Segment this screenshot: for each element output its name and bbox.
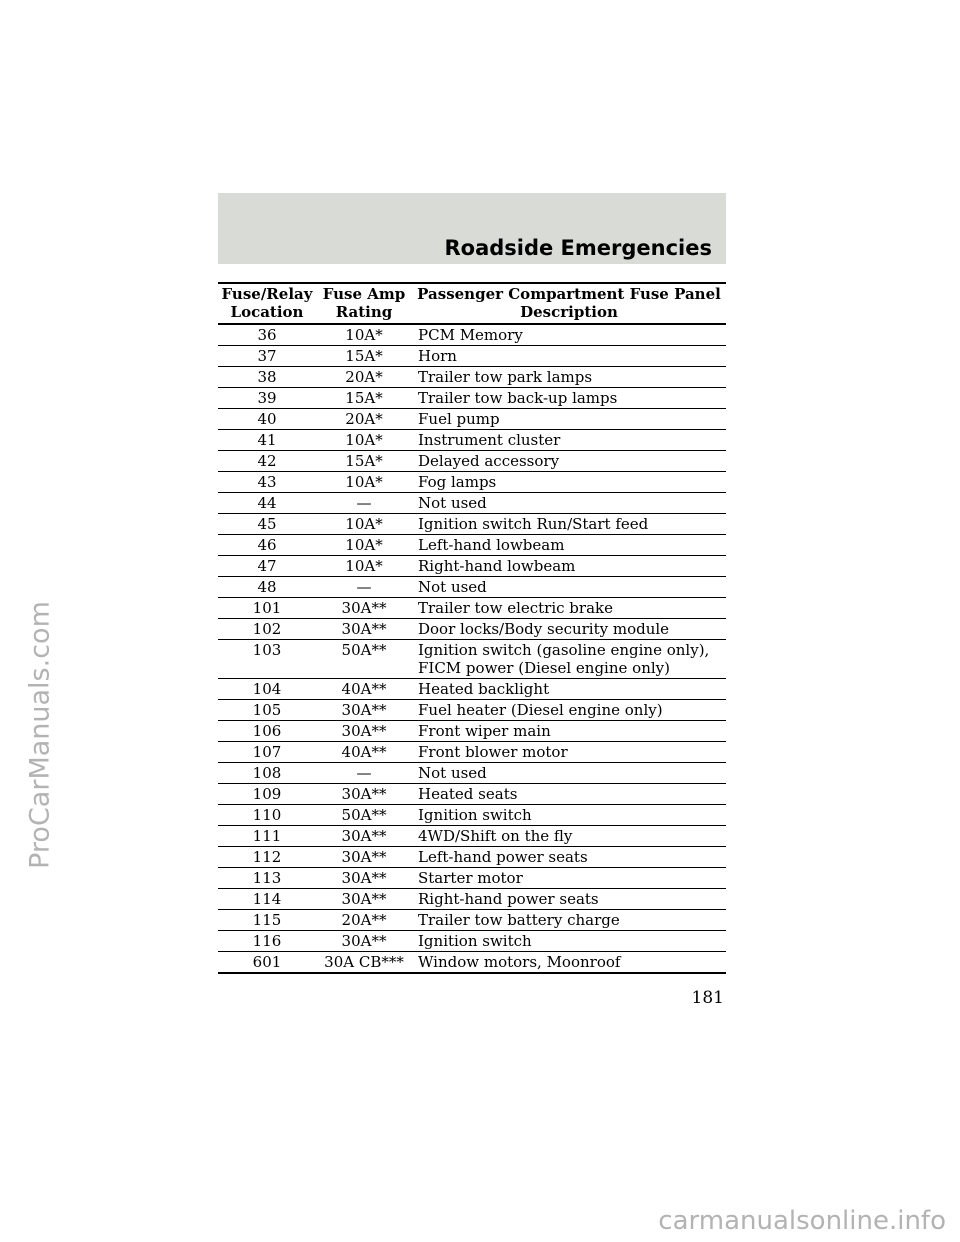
fuse-rating: 10A* <box>316 556 412 577</box>
fuse-location: 45 <box>218 514 316 535</box>
fuse-rating: 20A** <box>316 910 412 931</box>
fuse-location: 114 <box>218 889 316 910</box>
fuse-location: 36 <box>218 324 316 346</box>
fuse-description <box>412 826 726 847</box>
fuse-description-text: Not used <box>418 494 487 512</box>
fuse-description-text: Not used <box>418 578 487 596</box>
header-rating-line2: Rating <box>335 303 393 321</box>
fuse-description <box>412 430 726 451</box>
fuse-rating: 30A** <box>316 784 412 805</box>
page-number: 181 <box>691 988 724 1008</box>
fuse-description-text: Ignition switch <box>418 932 532 950</box>
table-row <box>218 577 726 598</box>
fuse-description <box>412 910 726 931</box>
fuse-rating: 15A* <box>316 451 412 472</box>
fuse-rating: 10A* <box>316 324 412 346</box>
fuse-rating: — <box>316 493 412 514</box>
fuse-location: 38 <box>218 367 316 388</box>
table-row <box>218 847 726 868</box>
side-watermark-text: ProCarManuals.com <box>24 601 56 869</box>
fuse-location: 43 <box>218 472 316 493</box>
fuse-description <box>412 451 726 472</box>
fuse-description-text: Fog lamps <box>418 473 497 491</box>
fuse-location: 46 <box>218 535 316 556</box>
fuse-location: 115 <box>218 910 316 931</box>
fuse-location: 103 <box>218 640 316 679</box>
fuse-description <box>412 556 726 577</box>
fuse-location: 110 <box>218 805 316 826</box>
fuse-description <box>412 324 726 346</box>
fuse-description-text: Starter motor <box>418 869 523 887</box>
fuse-location: 116 <box>218 931 316 952</box>
table-row <box>218 409 726 430</box>
table-row <box>218 721 726 742</box>
fuse-description <box>412 868 726 889</box>
fuse-rating: 15A* <box>316 346 412 367</box>
fuse-description <box>412 889 726 910</box>
fuse-description-text: Right-hand lowbeam <box>418 557 576 575</box>
fuse-description <box>412 619 726 640</box>
fuse-location: 111 <box>218 826 316 847</box>
fuse-description <box>412 742 726 763</box>
fuse-description-text: Delayed accessory <box>418 452 560 470</box>
fuse-description-text: Horn <box>418 347 457 365</box>
fuse-description-text: Ignition switch <box>418 806 532 824</box>
fuse-description <box>412 763 726 784</box>
table-row <box>218 556 726 577</box>
header-description-line2: Description <box>520 303 618 321</box>
fuse-rating: 30A** <box>316 619 412 640</box>
fuse-rating: 30A** <box>316 598 412 619</box>
fuse-rating: 50A** <box>316 805 412 826</box>
table-row <box>218 700 726 721</box>
fuse-description <box>412 577 726 598</box>
fuse-rating: 50A** <box>316 640 412 679</box>
fuse-rating: 30A** <box>316 931 412 952</box>
fuse-description-text: 4WD/Shift on the fly <box>418 827 573 845</box>
table-row <box>218 868 726 889</box>
table-row <box>218 910 726 931</box>
fuse-rating: 40A** <box>316 742 412 763</box>
fuse-description <box>412 679 726 700</box>
fuse-table <box>218 282 726 974</box>
header-rating-line1: Fuse Amp <box>322 285 406 303</box>
header-description <box>412 283 726 324</box>
fuse-description-text: Trailer tow back-up lamps <box>418 389 618 407</box>
fuse-description <box>412 346 726 367</box>
fuse-location: 104 <box>218 679 316 700</box>
table-row <box>218 763 726 784</box>
fuse-description <box>412 514 726 535</box>
table-row <box>218 346 726 367</box>
table-row <box>218 430 726 451</box>
fuse-description <box>412 952 726 974</box>
table-row <box>218 324 726 346</box>
fuse-location: 47 <box>218 556 316 577</box>
table-row <box>218 451 726 472</box>
fuse-location: 601 <box>218 952 316 974</box>
header-description-line1: Passenger Compartment Fuse Panel <box>417 285 721 303</box>
fuse-description <box>412 931 726 952</box>
fuse-description-text-line2: FICM power (Diesel engine only) <box>418 659 670 677</box>
fuse-rating: 20A* <box>316 367 412 388</box>
fuse-description-text: Left-hand power seats <box>418 848 588 866</box>
header-location-line2: Location <box>230 303 304 321</box>
header-row <box>218 283 726 324</box>
table-row <box>218 889 726 910</box>
side-watermark <box>16 0 56 1242</box>
fuse-description-text: Trailer tow park lamps <box>418 368 593 386</box>
fuse-description <box>412 784 726 805</box>
fuse-description <box>412 409 726 430</box>
fuse-description <box>412 805 726 826</box>
fuse-location: 108 <box>218 763 316 784</box>
fuse-rating: 10A* <box>316 535 412 556</box>
fuse-description-text: Left-hand lowbeam <box>418 536 565 554</box>
table-row <box>218 931 726 952</box>
fuse-rating: 30A** <box>316 700 412 721</box>
table-row <box>218 640 726 679</box>
fuse-description-text: Fuel pump <box>418 410 500 428</box>
fuse-description <box>412 493 726 514</box>
fuse-location: 44 <box>218 493 316 514</box>
fuse-rating: 10A* <box>316 430 412 451</box>
fuse-location: 106 <box>218 721 316 742</box>
fuse-description <box>412 367 726 388</box>
fuse-rating: 10A* <box>316 514 412 535</box>
section-title: Roadside Emergencies <box>444 236 712 260</box>
fuse-description <box>412 700 726 721</box>
header-location-line1: Fuse/Relay <box>221 285 313 303</box>
fuse-rating: — <box>316 577 412 598</box>
fuse-location: 42 <box>218 451 316 472</box>
fuse-table-body <box>218 324 726 973</box>
fuse-description-text: Ignition switch Run/Start feed <box>418 515 649 533</box>
table-row <box>218 784 726 805</box>
fuse-rating: 15A* <box>316 388 412 409</box>
fuse-description <box>412 640 726 679</box>
fuse-rating: 30A** <box>316 826 412 847</box>
fuse-rating: 40A** <box>316 679 412 700</box>
fuse-rating: 10A* <box>316 472 412 493</box>
fuse-location: 101 <box>218 598 316 619</box>
fuse-description-text: Door locks/Body security module <box>418 620 670 638</box>
fuse-description-text: Not used <box>418 764 487 782</box>
table-row <box>218 826 726 847</box>
fuse-description-text: Front blower motor <box>418 743 568 761</box>
fuse-location: 37 <box>218 346 316 367</box>
fuse-location: 102 <box>218 619 316 640</box>
fuse-description <box>412 388 726 409</box>
fuse-description-text: Right-hand power seats <box>418 890 599 908</box>
table-row <box>218 535 726 556</box>
fuse-location: 112 <box>218 847 316 868</box>
table-row <box>218 598 726 619</box>
fuse-location: 105 <box>218 700 316 721</box>
fuse-rating: 30A** <box>316 889 412 910</box>
fuse-description-text: Ignition switch (gasoline engine only), <box>418 641 710 659</box>
fuse-description-text: Front wiper main <box>418 722 551 740</box>
fuse-location: 113 <box>218 868 316 889</box>
fuse-location: 109 <box>218 784 316 805</box>
fuse-location: 39 <box>218 388 316 409</box>
table-row <box>218 952 726 974</box>
fuse-description-text: Fuel heater (Diesel engine only) <box>418 701 663 719</box>
fuse-rating: 30A** <box>316 721 412 742</box>
fuse-rating: 30A** <box>316 847 412 868</box>
table-row <box>218 619 726 640</box>
fuse-location: 40 <box>218 409 316 430</box>
table-row <box>218 493 726 514</box>
fuse-description <box>412 598 726 619</box>
fuse-description-text: Trailer tow electric brake <box>418 599 613 617</box>
header-location <box>218 283 316 324</box>
header-rating <box>316 283 412 324</box>
fuse-location: 41 <box>218 430 316 451</box>
table-row <box>218 367 726 388</box>
fuse-location: 107 <box>218 742 316 763</box>
fuse-rating: 30A CB*** <box>316 952 412 974</box>
table-row <box>218 472 726 493</box>
fuse-location: 48 <box>218 577 316 598</box>
fuse-rating: 20A* <box>316 409 412 430</box>
fuse-description-text: PCM Memory <box>418 326 523 344</box>
fuse-description-text: Heated seats <box>418 785 518 803</box>
fuse-description-text: Instrument cluster <box>418 431 561 449</box>
fuse-rating: 30A** <box>316 868 412 889</box>
table-row <box>218 514 726 535</box>
fuse-table-header <box>218 283 726 324</box>
table-row <box>218 805 726 826</box>
table-row <box>218 742 726 763</box>
table-row <box>218 679 726 700</box>
fuse-description <box>412 472 726 493</box>
table-row <box>218 388 726 409</box>
fuse-description <box>412 721 726 742</box>
fuse-rating: — <box>316 763 412 784</box>
fuse-description <box>412 847 726 868</box>
fuse-description-text: Trailer tow battery charge <box>418 911 620 929</box>
section-header-band <box>218 193 726 264</box>
fuse-description <box>412 535 726 556</box>
footer-watermark: carmanualsonline.info <box>658 1206 946 1236</box>
fuse-description-text: Window motors, Moonroof <box>418 953 621 971</box>
fuse-description-text: Heated backlight <box>418 680 550 698</box>
